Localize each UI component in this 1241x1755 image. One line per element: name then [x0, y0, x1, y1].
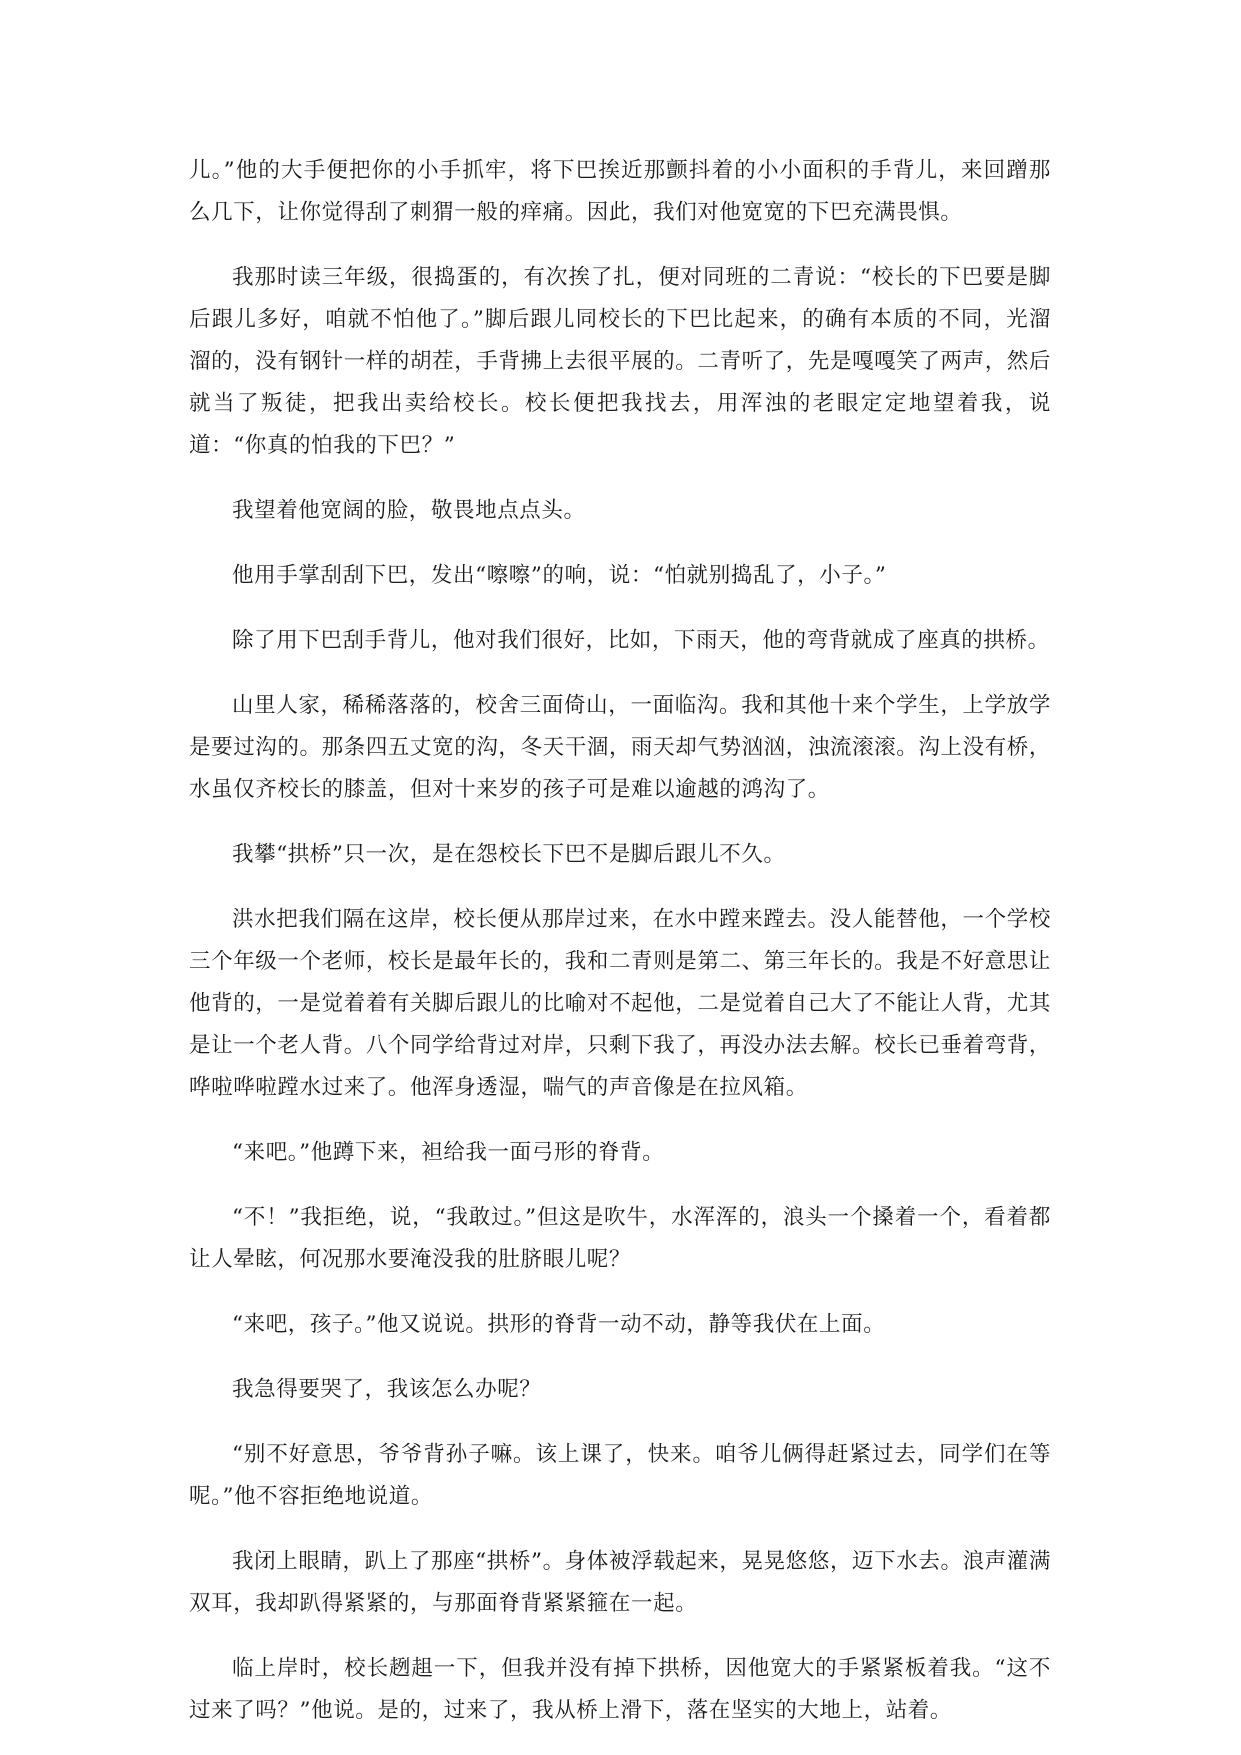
paragraph-14: 我闭上眼睛，趴上了那座“拱桥”。身体被浮载起来，晃晃悠悠，迈下水去。浪声灌满双耳，我却趴得紧紧的，与那面脊背紧紧箍在一起。 — [189, 1549, 1051, 1616]
body-text — [189, 150, 1051, 1755]
paragraph-7: 我攀“拱桥”只一次，是在怨校长下巴不是脚后跟儿不久。 — [232, 842, 786, 867]
paragraph-11: “来吧，孩子。”他又说说。拱形的脊背一动不动，静等我伏在上面。 — [232, 1312, 886, 1337]
paragraph-2: 我那时读三年级，很捣蛋的，有次挨了扎，便对同班的二青说：“校长的下巴要是脚后跟儿多好，咱就不怕他了。”脚后跟儿同校长的下巴比起来，的确有本质的不同，光溜溜的，没有钢针一样的胡茬，手背拂上去很平展的。二青听了，先是嘎嘎笑了两声，然后就当了叛徒，把我出卖给校长。校长便把我找去，用浑浊的老眼定定地望着我，说道：“你真的怕我的下巴？” — [189, 265, 1051, 458]
paragraph-6: 山里人家，稀稀落落的，校舍三面倚山，一面临沟。我和其他十来个学生，上学放学是要过沟的。那条四五丈宽的沟，冬天干涸，雨天却气势汹汹，浊流滚滚。沟上没有桥，水虽仅齐校长的膝盖，但对十来岁的孩子可是难以逾越的鸿沟了。 — [189, 693, 1051, 802]
paragraph-3: 我望着他宽阔的脸，敬畏地点点头。 — [232, 498, 586, 523]
paragraph-9: “来吧。”他蹲下来，袒给我一面弓形的脊背。 — [232, 1140, 665, 1165]
paragraph-5: 除了用下巴刮手背儿，他对我们很好，比如，下雨天，他的弯背就成了座真的拱桥。 — [232, 628, 1050, 653]
paragraph-13: “别不好意思，爷爷背孙子嘛。该上课了，快来。咱爷儿俩得赶紧过去，同学们在等呢。”他不容拒绝地说道。 — [189, 1442, 1051, 1509]
paragraph-10: “不！”我拒绝，说，“我敢过。”但这是吹牛，水浑浑的，浪头一个搡着一个，看着都让人晕眩，何况那水要淹没我的肚脐眼儿呢？ — [189, 1205, 1051, 1272]
paragraph-15: 临上岸时，校长趔趄一下，但我并没有掉下拱桥，因他宽大的手紧紧板着我。“这不过来了吗？”他说。是的，过来了，我从桥上滑下，落在坚实的大地上，站着。 — [189, 1656, 1051, 1723]
paragraph-8: 洪水把我们隔在这岸，校长便从那岸过来，在水中蹚来蹚去。没人能替他，一个学校三个年级一个老师，校长是最年长的，我和二青则是第二、第三年长的。我是不好意思让他背的，一是觉着着有关脚后跟儿的比喻对不起他，二是觉着自己大了不能让人背，尤其是让一个老人背。八个同学给背过对岸，只剩下我了，再没办法去解。校长已垂着弯背，哗啦哗啦蹚水过来了。他浑身透湿，喘气的声音像是在拉风箱。 — [189, 907, 1051, 1100]
paragraph-1: 儿。”他的大手便把你的小手抓牢，将下巴挨近那颤抖着的小小面积的手背儿，来回蹭那么几下，让你觉得刮了刺猬一般的痒痛。因此，我们对他宽宽的下巴充满畏惧。 — [189, 158, 1051, 225]
paragraph-12: 我急得要哭了，我该怎么办呢？ — [232, 1377, 542, 1402]
paragraph-4: 他用手掌刮刮下巴，发出“嚓嚓”的响，说：“怕就别捣乱了，小子。” — [232, 563, 887, 588]
